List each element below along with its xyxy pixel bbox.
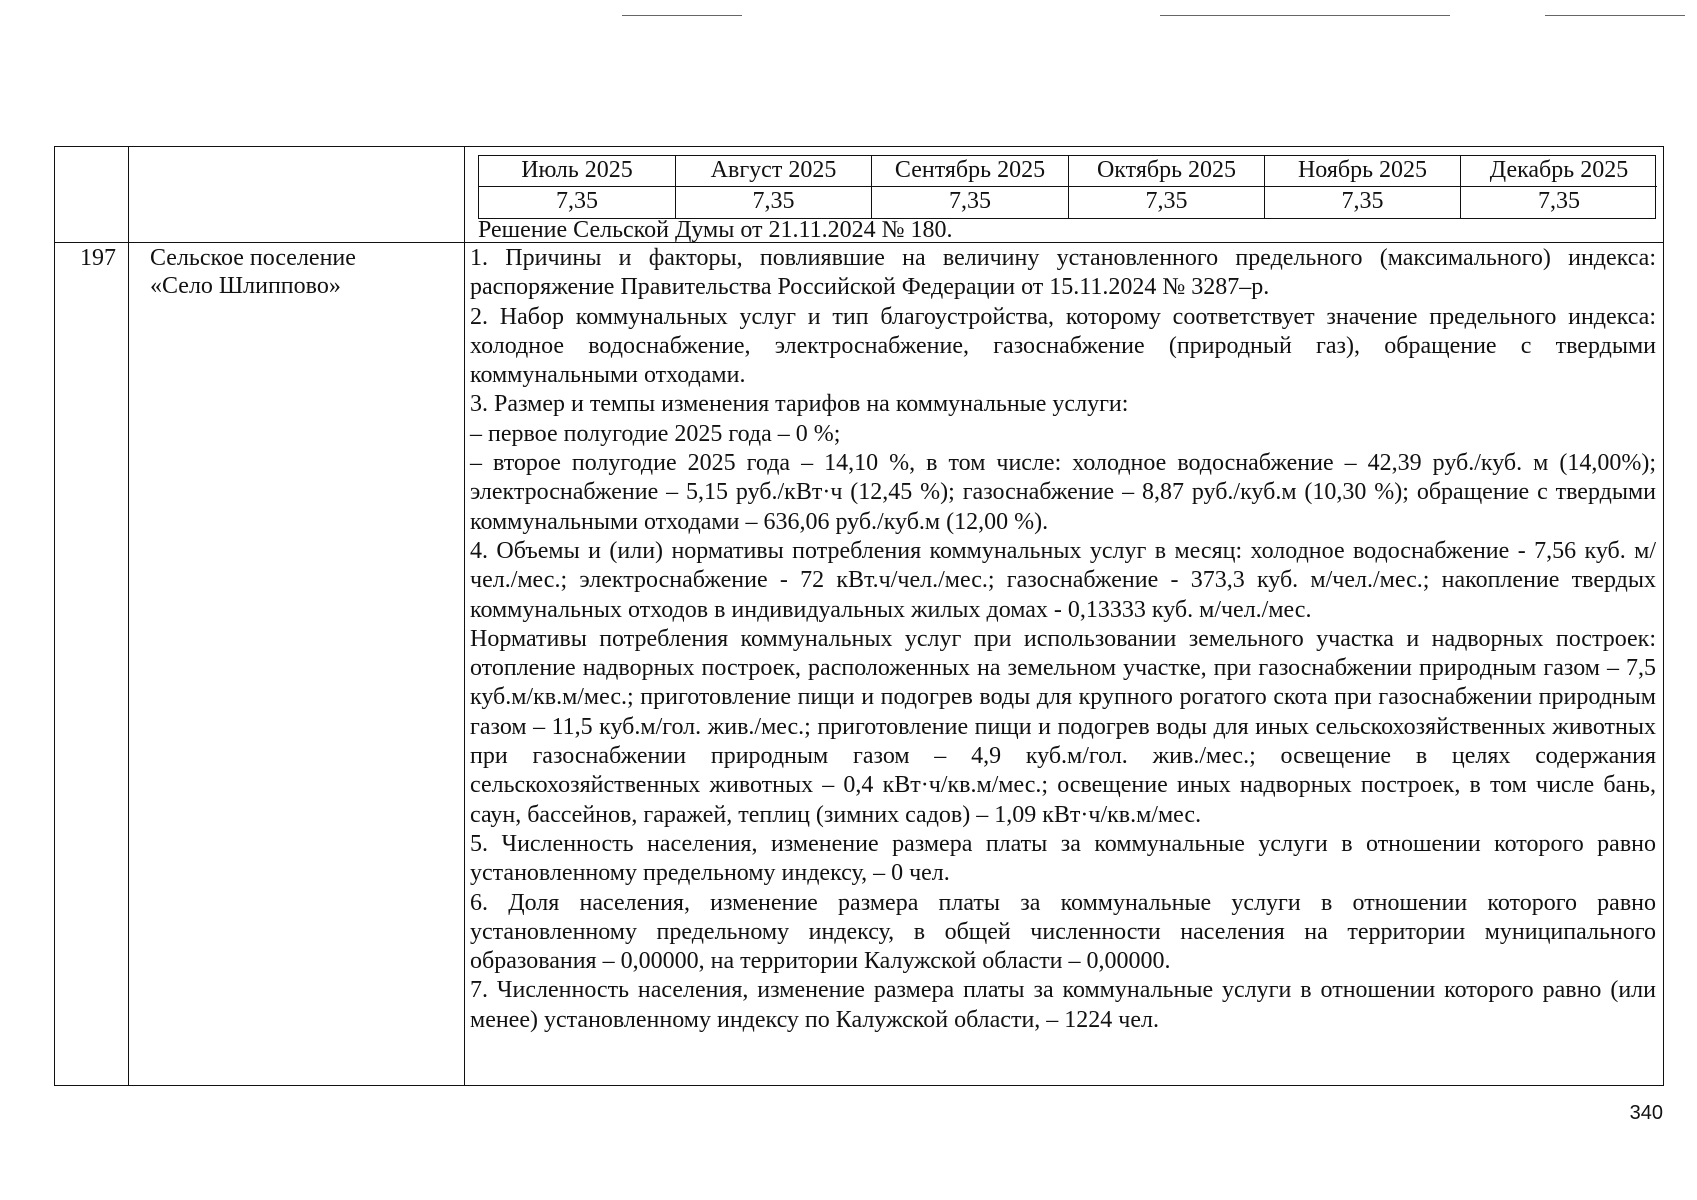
settlement-name-line: Сельское поселение: [150, 245, 356, 271]
content-paragraph: 7. Численность населения, изменение размера платы за коммунальные услуги в отношении которого равно (или менее) установленному индексу по Калужской области, – 1224 чел.: [470, 977, 1656, 1033]
month-value: 7,35: [872, 187, 1069, 218]
column-divider-1: [128, 146, 129, 1086]
content-paragraph: – первое полугодие 2025 года – 0 %;: [470, 420, 841, 447]
content-paragraph: 1. Причины и факторы, повлиявшие на величину установленного предельного (максимального) индекса: распоряжение Правительства Российской Федерации от 15.11.2024 № 3287–р.: [470, 245, 1656, 301]
content-paragraph: 6. Доля населения, изменение размера платы за коммунальные услуги в отношении которого равно установленному предельному индексу, в общей численности населения на территории муниципального образования – 0,00000, на территории Калужской области – 0,00000.: [470, 889, 1656, 975]
decision-line: Решение Сельской Думы от 21.11.2024 № 180.: [478, 217, 953, 243]
column-divider-2: [464, 146, 465, 1086]
content-paragraph: – второе полугодие 2025 года – 14,10 %, в том числе: холодное водоснабжение – 42,39 руб./куб. м (14,00%); электроснабжение – 5,15 руб./кВт·ч (12,45 %); газоснабжение – 8,87 руб./куб.м (10,30 %); обращение с твердыми коммунальными отходами – 636,06 руб./куб.м (12,00 %).: [470, 450, 1656, 535]
month-header: Октябрь 2025: [1069, 156, 1265, 187]
top-rule-3: [1545, 15, 1685, 16]
month-header: Июль 2025: [479, 156, 676, 187]
row-number: 197: [80, 245, 116, 271]
content-paragraph: 4. Объемы и (или) нормативы потребления коммунальных услуг в месяц: холодное водоснабжение - 7,56 куб. м/чел./мес.; электроснабжение - 72 кВт.ч/чел./мес.; газоснабжение - 373,3 куб. м/чел./мес.; накопление твердых коммунальных отходов в индивидуальных жилых домах - 0,13333 куб. м/чел./мес.: [470, 537, 1656, 623]
page-number: 340: [1629, 1102, 1663, 1124]
content-paragraph: Нормативы потребления коммунальных услуг при использовании земельного участка и надворных построек: отопление надворных построек, расположенных на земельном участке, при газоснабжении природным газом – 7,5 куб.м/кв.м/мес.; приготовление пищи и подогрев воды для крупного рогатого скота при газоснабжении природным газом – 11,5 куб.м/гол. жив./мес.; приготовление пищи и подогрев воды для иных сельскохозяйственных животных при газоснабжении природным газом – 4,9 куб.м/гол. жив./мес.; освещение в целях содержания сельскохозяйственных животных – 0,4 кВт·ч/кв.м/мес.; освещение иных надворных построек, в том числе бань, саун, бассейнов, гаражей, теплиц (зимних садов) – 1,09 кВт·ч/кв.м/мес.: [470, 625, 1656, 828]
settlement-name-line: «Село Шлиппово»: [150, 273, 341, 299]
month-header: Август 2025: [676, 156, 872, 187]
month-value: 7,35: [676, 187, 872, 218]
month-value: 7,35: [1265, 187, 1461, 218]
month-value: 7,35: [479, 187, 676, 218]
content-paragraph: 2. Набор коммунальных услуг и тип благоустройства, которому соответствует значение предельного индекса: холодное водоснабжение, электроснабжение, газоснабжение (природный газ), обращение с твердыми коммунальными отходами.: [470, 303, 1656, 389]
months-table: [478, 155, 1656, 219]
month-header: Ноябрь 2025: [1265, 156, 1461, 187]
content-paragraph: 3. Размер и темпы изменения тарифов на коммунальные услуги:: [470, 391, 1129, 418]
month-value: 7,35: [1069, 187, 1265, 218]
month-header: Сентябрь 2025: [872, 156, 1069, 187]
month-value: 7,35: [1538, 188, 1580, 214]
top-rule-2: [1160, 15, 1450, 16]
content-paragraph: 5. Численность населения, изменение размера платы за коммунальные услуги в отношении которого равно установленному предельному индексу, – 0 чел.: [470, 830, 1656, 887]
row-content: [470, 244, 1656, 1035]
settlement-name: [150, 244, 450, 300]
month-header: Декабрь 2025: [1461, 156, 1657, 187]
top-rule-1: [622, 15, 742, 16]
